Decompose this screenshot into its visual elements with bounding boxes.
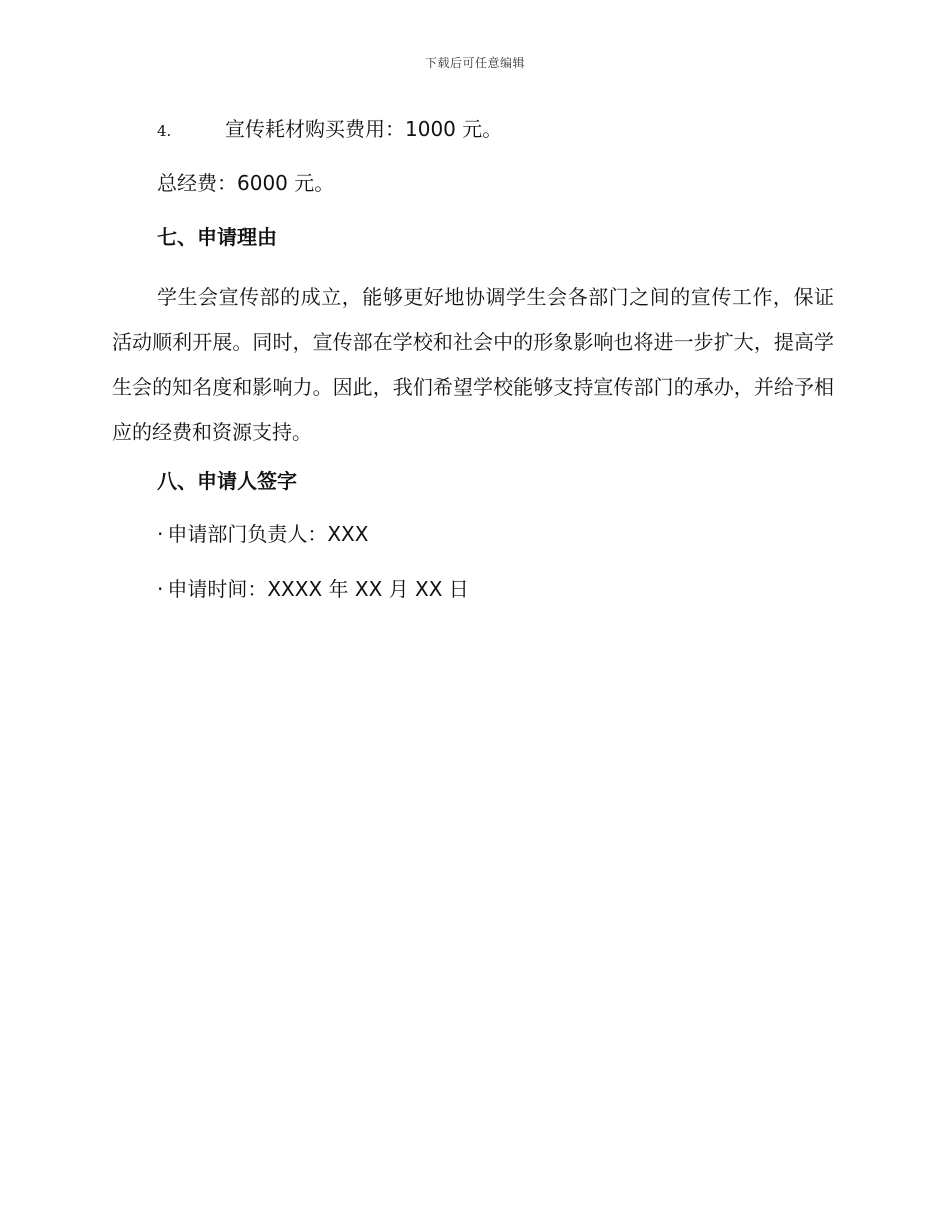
date-text: 申请时间：XXXX 年 XX 月 XX 日 bbox=[167, 577, 469, 601]
page-header-note: 下载后可任意编辑 bbox=[424, 56, 525, 70]
budget-item-4 bbox=[157, 114, 502, 146]
budget-total: 总经费：6000 元。 bbox=[157, 171, 335, 195]
section-7-paragraph bbox=[112, 275, 834, 455]
section-8-heading: 八、申请人签字 bbox=[157, 469, 297, 493]
signature-applicant-item bbox=[157, 519, 368, 549]
bullet-dot: · bbox=[157, 577, 164, 601]
signature-date-item bbox=[157, 574, 469, 604]
section-7-heading: 七、申请理由 bbox=[157, 225, 277, 249]
application-reason-text: 学生会宣传部的成立，能够更好地协调学生会各部门之间的宣传工作，保证活动顺利开展。同时，宣传部在学校和社会中的形象影响也将进一步扩大，提高学生会的知名度和影响力。因此，我们希望学校能够支持宣传部门的承办，并给予相应的经费和资源支持。 bbox=[112, 285, 834, 444]
applicant-text: 申请部门负责人：XXX bbox=[167, 522, 369, 546]
budget-item-number: 4. bbox=[157, 122, 172, 140]
bullet-dot: · bbox=[157, 522, 164, 546]
budget-item-text: 宣传耗材购买费用：1000 元。 bbox=[225, 117, 503, 141]
